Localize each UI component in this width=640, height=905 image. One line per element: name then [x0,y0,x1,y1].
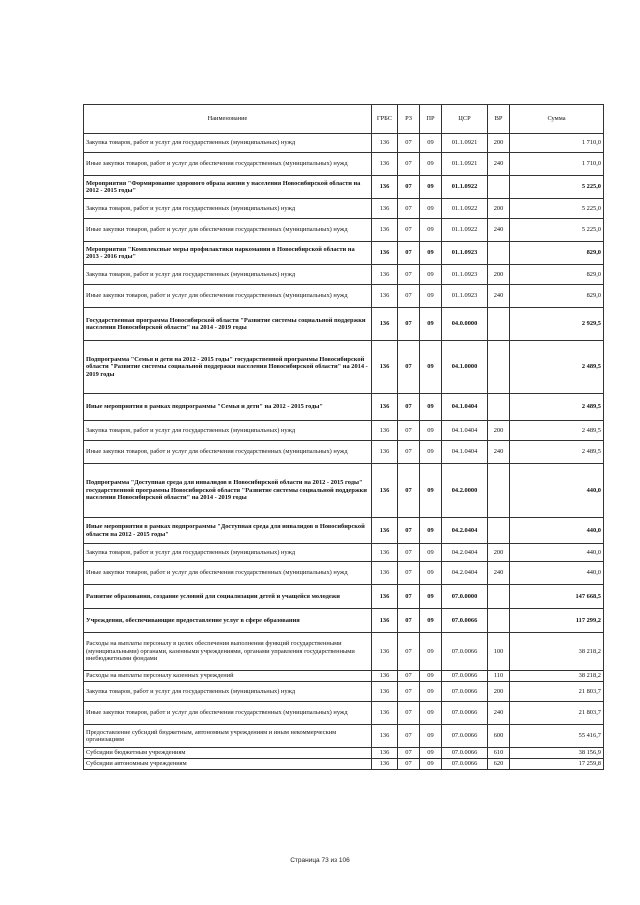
row-rz: 07 [398,671,420,682]
row-rz: 07 [398,421,420,441]
row-sum: 2 489,5 [510,394,604,421]
table-row [84,725,604,748]
row-grbs: 136 [372,725,398,748]
row-vr [488,585,510,609]
row-name: Иные закупки товаров, работ и услуг для обеспечения государственных (муниципальных) нужд [84,702,372,725]
row-grbs: 136 [372,176,398,199]
row-name: Иные закупки товаров, работ и услуг для обеспечения государственных (муниципальных) нужд [84,441,372,464]
budget-table [83,104,604,770]
header-csr: ЦСР [442,105,488,134]
row-grbs: 136 [372,464,398,518]
row-rz: 07 [398,702,420,725]
row-pr: 09 [420,518,442,544]
row-pr: 09 [420,285,442,308]
row-grbs: 136 [372,394,398,421]
table-row [84,394,604,421]
row-name: Иные закупки товаров, работ и услуг для обеспечения государственных (муниципальных) нужд [84,562,372,585]
row-vr [488,518,510,544]
row-vr [488,242,510,265]
row-csr: 07.0.0066 [442,748,488,759]
row-sum: 829,0 [510,265,604,285]
row-name: Закупка товаров, работ и услуг для государственных (муниципальных) нужд [84,199,372,219]
row-vr: 110 [488,671,510,682]
row-rz: 07 [398,176,420,199]
row-vr: 610 [488,748,510,759]
row-sum: 5 225,0 [510,199,604,219]
row-csr: 04.0.0000 [442,308,488,341]
row-name: Субсидии автономным учреждениям [84,759,372,770]
page-number-footer: Страница 73 из 106 [290,857,350,864]
row-grbs: 136 [372,759,398,770]
table-row [84,562,604,585]
row-grbs: 136 [372,341,398,394]
row-grbs: 136 [372,134,398,153]
row-name: Закупка товаров, работ и услуг для государственных (муниципальных) нужд [84,682,372,702]
row-name: Развитие образования, создание условий для социализации детей и учащейся молодежи [84,585,372,609]
table-row [84,609,604,633]
table-row [84,341,604,394]
row-rz: 07 [398,134,420,153]
row-csr: 07.0.0000 [442,585,488,609]
row-sum: 1 710,0 [510,134,604,153]
table-row [84,748,604,759]
row-sum: 5 225,0 [510,219,604,242]
row-csr: 07.0.0066 [442,671,488,682]
row-grbs: 136 [372,199,398,219]
row-rz: 07 [398,544,420,562]
row-name: Подпрограмма "Доступная среда для инвалидов в Новосибирской области на 2012 - 2015 годы" государственной программы Новосибирской области "Развитие системы социальной поддержки населения Новосибирской области" на 2014 - 2019 годы [84,464,372,518]
row-csr: 07.0.0066 [442,633,488,671]
row-name: Мероприятия "Комплексные меры профилактики наркомании в Новосибирской области на 2013 - 2016 годы" [84,242,372,265]
row-csr: 04.1.0404 [442,421,488,441]
table-row [84,464,604,518]
row-vr [488,464,510,518]
row-vr [488,176,510,199]
row-pr: 09 [420,219,442,242]
row-vr: 620 [488,759,510,770]
row-csr: 01.1.0922 [442,176,488,199]
row-pr: 09 [420,394,442,421]
row-vr: 240 [488,441,510,464]
row-rz: 07 [398,394,420,421]
row-grbs: 136 [372,682,398,702]
row-rz: 07 [398,759,420,770]
table-row [84,671,604,682]
header-name: Наименование [84,105,372,134]
row-pr: 09 [420,199,442,219]
row-rz: 07 [398,153,420,176]
row-vr [488,341,510,394]
row-sum: 21 803,7 [510,682,604,702]
table-row [84,518,604,544]
row-name: Предоставление субсидий бюджетным, автономным учреждениям и иным некоммерческим организациям [84,725,372,748]
row-pr: 09 [420,544,442,562]
row-vr: 240 [488,562,510,585]
row-name: Иные закупки товаров, работ и услуг для обеспечения государственных (муниципальных) нужд [84,285,372,308]
row-name: Иные закупки товаров, работ и услуг для обеспечения государственных (муниципальных) нужд [84,219,372,242]
row-rz: 07 [398,748,420,759]
row-vr [488,609,510,633]
row-rz: 07 [398,682,420,702]
header-grbs: ГРБС [372,105,398,134]
row-sum: 38 156,9 [510,748,604,759]
row-sum: 2 489,5 [510,421,604,441]
row-pr: 09 [420,748,442,759]
table-row [84,759,604,770]
row-vr: 200 [488,421,510,441]
row-rz: 07 [398,464,420,518]
row-vr: 100 [488,633,510,671]
row-csr: 01.1.0922 [442,219,488,242]
row-rz: 07 [398,341,420,394]
header-rz: РЗ [398,105,420,134]
row-grbs: 136 [372,518,398,544]
row-grbs: 136 [372,562,398,585]
row-name: Иные закупки товаров, работ и услуг для обеспечения государственных (муниципальных) нужд [84,153,372,176]
row-name: Субсидии бюджетным учреждениям [84,748,372,759]
row-rz: 07 [398,285,420,308]
row-sum: 1 710,0 [510,153,604,176]
table-row [84,134,604,153]
row-csr: 04.2.0404 [442,544,488,562]
row-name: Иные мероприятия в рамках подпрограммы "Семья и дети" на 2012 - 2015 годы" [84,394,372,421]
row-pr: 09 [420,562,442,585]
row-rz: 07 [398,265,420,285]
row-name: Закупка товаров, работ и услуг для государственных (муниципальных) нужд [84,544,372,562]
table-row [84,441,604,464]
row-name: Подпрограмма "Семья и дети на 2012 - 2015 годы" государственной программы Новосибирской области "Развитие системы социальной поддержки населения Новосибирской области" на 2014 - 2019 годы [84,341,372,394]
row-sum: 440,0 [510,562,604,585]
table-row [84,308,604,341]
row-grbs: 136 [372,702,398,725]
table-row [84,633,604,671]
row-grbs: 136 [372,585,398,609]
row-vr: 200 [488,199,510,219]
row-pr: 09 [420,176,442,199]
row-grbs: 136 [372,609,398,633]
row-csr: 01.1.0923 [442,285,488,308]
row-grbs: 136 [372,219,398,242]
row-pr: 09 [420,308,442,341]
table-row [84,242,604,265]
row-name: Закупка товаров, работ и услуг для государственных (муниципальных) нужд [84,265,372,285]
row-pr: 09 [420,421,442,441]
row-sum: 38 218,2 [510,633,604,671]
row-csr: 07.0.0066 [442,725,488,748]
table-row [84,285,604,308]
table-row [84,219,604,242]
row-grbs: 136 [372,421,398,441]
header-row [84,105,604,134]
row-csr: 01.1.0923 [442,242,488,265]
table-row [84,176,604,199]
row-pr: 09 [420,265,442,285]
row-name: Закупка товаров, работ и услуг для государственных (муниципальных) нужд [84,421,372,441]
row-sum: 440,0 [510,544,604,562]
table-row [84,421,604,441]
row-csr: 01.1.0921 [442,134,488,153]
row-rz: 07 [398,308,420,341]
row-sum: 147 668,5 [510,585,604,609]
row-rz: 07 [398,562,420,585]
row-grbs: 136 [372,265,398,285]
row-name: Учреждения, обеспечивающие предоставление услуг в сфере образования [84,609,372,633]
row-sum: 829,0 [510,285,604,308]
row-csr: 04.1.0000 [442,341,488,394]
row-grbs: 136 [372,544,398,562]
row-pr: 09 [420,609,442,633]
row-rz: 07 [398,518,420,544]
row-rz: 07 [398,199,420,219]
row-vr [488,394,510,421]
row-csr: 07.0.0066 [442,609,488,633]
row-rz: 07 [398,242,420,265]
row-vr: 200 [488,544,510,562]
row-csr: 07.0.0066 [442,759,488,770]
row-vr: 240 [488,219,510,242]
row-pr: 09 [420,633,442,671]
row-vr: 600 [488,725,510,748]
table-row [84,702,604,725]
row-sum: 5 225,0 [510,176,604,199]
row-sum: 2 489,5 [510,441,604,464]
row-csr: 04.2.0000 [442,464,488,518]
row-name: Расходы на выплаты персоналу в целях обеспечения выполнения функций государственными (муниципальными) органами, казенными учреждениями, органами управления государственными внебюджетными фондами [84,633,372,671]
row-pr: 09 [420,759,442,770]
row-pr: 09 [420,153,442,176]
header-vr: ВР [488,105,510,134]
row-rz: 07 [398,219,420,242]
row-sum: 829,0 [510,242,604,265]
row-vr: 240 [488,285,510,308]
row-grbs: 136 [372,671,398,682]
row-vr: 240 [488,153,510,176]
row-name: Государственная программа Новосибирской области "Развитие системы социальной поддержки населения Новосибирской области" на 2014 - 2019 годы [84,308,372,341]
row-csr: 01.1.0923 [442,265,488,285]
row-name: Мероприятия "Формирование здорового образа жизни у населения Новосибирской области на 2012 - 2015 годы" [84,176,372,199]
row-grbs: 136 [372,441,398,464]
table-row [84,153,604,176]
row-sum: 38 218,2 [510,671,604,682]
row-csr: 01.1.0922 [442,199,488,219]
row-vr: 240 [488,702,510,725]
row-rz: 07 [398,725,420,748]
row-pr: 09 [420,242,442,265]
row-grbs: 136 [372,308,398,341]
row-pr: 09 [420,341,442,394]
row-pr: 09 [420,464,442,518]
table-header [84,105,604,134]
row-csr: 04.2.0404 [442,518,488,544]
row-vr: 200 [488,682,510,702]
row-sum: 2 929,5 [510,308,604,341]
row-sum: 17 259,8 [510,759,604,770]
row-csr: 04.1.0404 [442,441,488,464]
row-rz: 07 [398,633,420,671]
row-sum: 440,0 [510,518,604,544]
row-sum: 440,0 [510,464,604,518]
row-sum: 21 803,7 [510,702,604,725]
row-rz: 07 [398,585,420,609]
row-sum: 55 416,7 [510,725,604,748]
row-rz: 07 [398,609,420,633]
row-csr: 07.0.0066 [442,702,488,725]
row-pr: 09 [420,441,442,464]
row-pr: 09 [420,671,442,682]
row-vr [488,308,510,341]
row-pr: 09 [420,585,442,609]
table-row [84,585,604,609]
row-grbs: 136 [372,285,398,308]
row-grbs: 136 [372,242,398,265]
table-row [84,265,604,285]
table-row [84,544,604,562]
row-csr: 07.0.0066 [442,682,488,702]
table-row [84,682,604,702]
row-rz: 07 [398,441,420,464]
row-grbs: 136 [372,153,398,176]
table-row [84,199,604,219]
row-vr: 200 [488,134,510,153]
row-name: Закупка товаров, работ и услуг для государственных (муниципальных) нужд [84,134,372,153]
row-name: Иные мероприятия в рамках подпрограммы "Доступная среда для инвалидов в Новосибирской области на 2012 - 2015 годы" [84,518,372,544]
row-csr: 01.1.0921 [442,153,488,176]
header-pr: ПР [420,105,442,134]
table-body [84,134,604,770]
row-vr: 200 [488,265,510,285]
row-pr: 09 [420,725,442,748]
row-csr: 04.1.0404 [442,394,488,421]
row-grbs: 136 [372,748,398,759]
row-pr: 09 [420,134,442,153]
row-pr: 09 [420,682,442,702]
row-pr: 09 [420,702,442,725]
row-sum: 117 299,2 [510,609,604,633]
row-csr: 04.2.0404 [442,562,488,585]
header-sum: Сумма [510,105,604,134]
row-sum: 2 489,5 [510,341,604,394]
row-name: Расходы на выплаты персоналу казенных учреждений [84,671,372,682]
row-grbs: 136 [372,633,398,671]
